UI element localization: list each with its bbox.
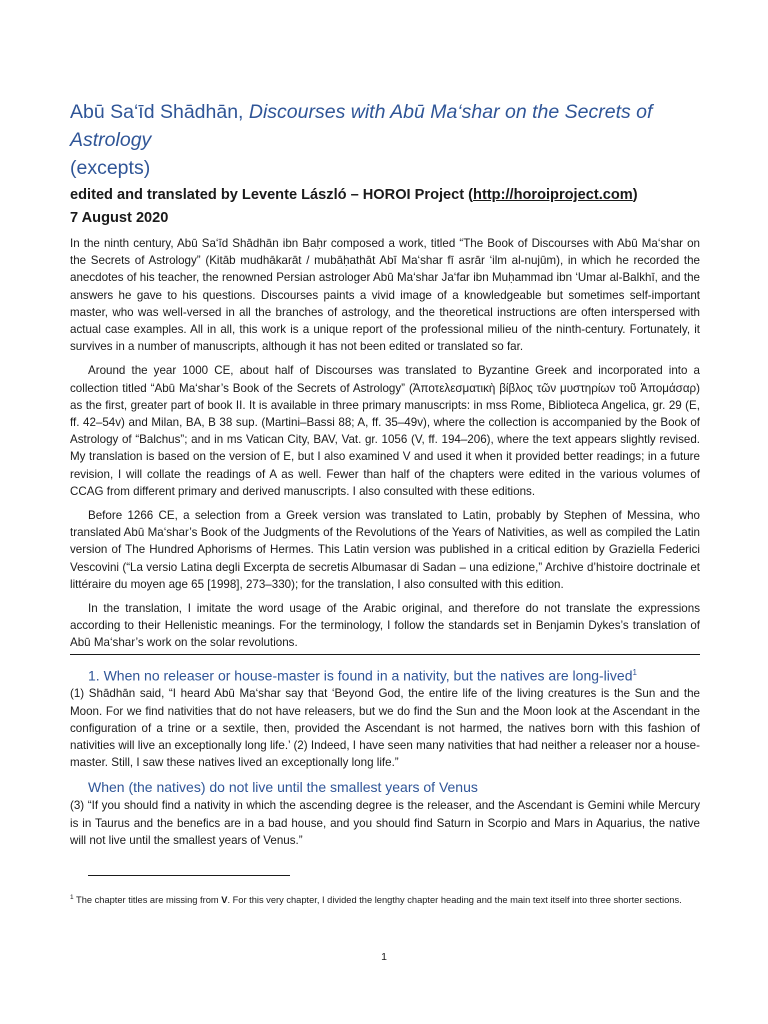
- byline-text: edited and translated by Levente László – HOROI Project (: [70, 187, 474, 203]
- project-link[interactable]: http://horoiproject.com: [473, 187, 633, 203]
- title-author: Abū Sa‘īd Shādhān,: [70, 101, 249, 123]
- byline: [70, 184, 700, 206]
- footnote-text-post: . For this very chapter, I divided the lengthy chapter heading and the main text itself into three shorter sections.: [227, 895, 682, 906]
- publication-date: 7 August 2020: [70, 210, 169, 226]
- section-1-text: (1) Shādhān said, “I heard Abū Ma‘shar say that ‘Beyond God, the entire life of the living creatures is the Sun and the Moon. For we find nativities that do not have releasers, but we do find the Sun and the Moon look at the Ascendant in the configuration of a trine or a sextile, then, provided the Ascendant is not harmed, the natives born with this fashion of nativities will live an exceptionally long life.’ (2) Indeed, I have seen many nativities that had neither a releaser nor a house-master. Still, I saw these natives lived an exceptionally long life.”: [70, 687, 700, 770]
- page-number: 1: [381, 951, 387, 963]
- section-divider: [70, 654, 700, 655]
- intro-paragraph-3: Before 1266 CE, a selection from a Greek version was translated to Latin, probably by Stephen of Messina, who translated Abū Ma‘shar’s Book of the Judgments of the Revolutions of the Years of Nativities, as well as compiled the Latin version of The Hundred Aphorisms of Hermes. This Latin version was published in a critical edition by Graziella Federici Vescovini (“La versio Latina degli Excerpta de secretis Albumasar di Sadan – una edizione,” Archive d’histoire doctrinale et littéraire du moyen age 65 [1998], 273–330); for the translation, I also consulted with this edition.: [70, 509, 700, 591]
- footnote: [70, 891, 700, 907]
- footnote-ref[interactable]: 1: [632, 667, 637, 677]
- section-2-text: (3) “If you should find a nativity in which the ascending degree is the releaser, and the Ascendant is Gemini while Mercury is in Taurus and the benefics are in a bad house, and you should find Saturn in Scorpio and Mars in Aquarius, the native will not live until the smallest years of Venus.”: [70, 799, 700, 847]
- section-1-heading-text: 1. When no releaser or house-master is found in a nativity, but the natives are long-lived: [88, 667, 633, 684]
- section-1-heading: [88, 663, 700, 686]
- document-page: [70, 98, 700, 907]
- byline-close: ): [632, 187, 638, 203]
- intro-paragraph-2: Around the year 1000 CE, about half of Discourses was translated to Byzantine Greek and incorporated into a collection titled “Abū Ma‘shar’s Book of the Secrets of Astrology” (Ἀποτελεσματικὴ βίβλος τῶν μυστηρίων τοῦ Ἀπομάσαρ) as the first, greater part of book II. It is available in three primary manuscripts: in mss Rome, Biblioteca Angelica, gr. 29 (E, ff. 42–54v) and Milan, BA, B 38 sup. (Martini–Bassi 88; A, ff. 35–49v), where the collection is accompanied by the Book of Astrology of “Balchus”; and in ms Vatican City, BAV, Vat. gr. 1056 (V, ff. 194–206), where the text appears slightly revised. My translation is based on the version of E, but I also examined V and used it when it provided better readings; in a future revision, I will collate the readings of A as well. Fewer than half of the chapters were edited in the various volumes of CCAG from different primary and derived manuscripts. I also consulted with these editions.: [70, 364, 700, 498]
- footnote-mark: 1: [70, 893, 74, 901]
- footnote-manuscript: V: [221, 895, 228, 906]
- title-subtitle: (excepts): [70, 157, 151, 179]
- intro-paragraph-1: In the ninth century, Abū Sa‘īd Shādhān ibn Baḥr composed a work, titled “The Book of Discourses with Abū Ma‘shar on the Secrets of Astrology” (Kitāb mudhākarāt / mubāḥathāt Abī Ma‘shar fī asrār ‘ilm al-nujūm), in which he recorded the anecdotes of his teacher, the renowned Persian astrologer Abū Ma‘shar Ja‘far ibn Muḥammad ibn ‘Umar al-Balkhī, and the answers he gave to his questions. Discourses paints a vivid image of a knowledgeable but sometimes self-important master, who was well-versed in all the branches of astrology, and the theoretical instructions are often interspersed with actual case examples. All in all, this work is a unique report of the professional milieu of the ninth-century. Fortunately, it survives in a number of manuscripts, although it has not been edited or translated so far.: [70, 237, 700, 354]
- footnote-text-pre: The chapter titles are missing from: [73, 895, 222, 906]
- section-2-heading: When (the natives) do not live until the smallest years of Venus: [88, 779, 478, 796]
- footnote-divider: [88, 875, 290, 876]
- document-title: [70, 98, 700, 182]
- intro-paragraph-4: In the translation, I imitate the word usage of the Arabic original, and therefore do not translate the expressions according to their Hellenistic meanings. For the terminology, I follow the standards set in Benjamin Dykes’s translation of Abū Ma‘shar’s work on the solar revolutions.: [70, 602, 700, 650]
- title-work: Discourses with Abū Ma‘shar on the Secrets of Astrology: [70, 101, 653, 151]
